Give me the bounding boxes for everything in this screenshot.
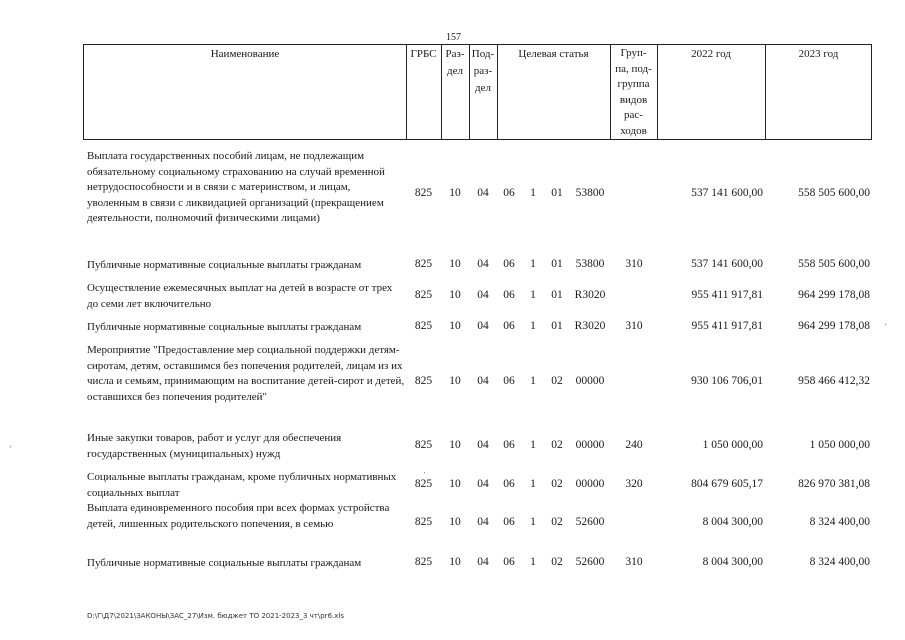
row-amount-2023: 958 466 412,32: [798, 375, 870, 387]
row-target-3: 01: [551, 320, 563, 332]
row-group: 310: [625, 258, 643, 270]
row-grbs: 825: [414, 375, 433, 387]
row-amount-2022: 930 106 706,01: [691, 375, 763, 387]
row-podrazdel: 04: [477, 187, 489, 199]
header-group: Груп- па, под- группа видов рас- ходов: [615, 47, 652, 137]
row-amount-2023: 8 324 400,00: [809, 556, 870, 568]
row-target-4: R3020: [574, 289, 606, 301]
row-name: Иные закупки товаров, работ и услуг для обеспечения государственных (муниципальных) нужд: [87, 432, 342, 460]
row-target-4: 53800: [575, 258, 605, 270]
row-target-3: 02: [551, 478, 563, 490]
row-target-4: 00000: [575, 478, 605, 490]
row-amount-2023: 964 299 178,08: [798, 320, 870, 332]
row-razdel: 10: [449, 375, 461, 387]
row-grbs: 825: [414, 556, 433, 568]
row-target-3: 02: [551, 556, 563, 568]
row-amount-2022: 537 141 600,00: [691, 187, 763, 199]
row-podrazdel: 04: [477, 320, 489, 332]
row-grbs: 825: [414, 289, 433, 301]
scan-speck: ': [10, 444, 12, 454]
row-name: Осуществление ежемесячных выплат на детей в возрасте от трех до семи лет включительно: [87, 282, 393, 310]
row-podrazdel: 04: [477, 439, 489, 451]
row-name: Социальные выплаты гражданам, кроме публичных нормативных социальных выплат: [87, 471, 397, 499]
row-target-4: 00000: [575, 375, 605, 387]
row-amount-2023: 558 505 600,00: [798, 258, 870, 270]
row-group: 240: [625, 439, 643, 451]
row-grbs: 825: [414, 439, 433, 451]
row-amount-2022: 8 004 300,00: [702, 516, 763, 528]
row-grbs: 825: [414, 516, 433, 528]
row-target-3: 02: [551, 439, 563, 451]
row-podrazdel: 04: [477, 375, 489, 387]
header-razdel: Раз- дел: [445, 48, 465, 77]
row-podrazdel: 04: [477, 258, 489, 270]
row-target-1: 06: [503, 516, 515, 528]
row-razdel: 10: [449, 439, 461, 451]
row-group: 310: [625, 556, 643, 568]
row-name: Выплата государственных пособий лицам, не подлежащим обязательному социальному страхованию на случай временной нетрудоспособности и в связи с материнством, и лицам, уволенным в связи с ликвидацией организаций (прекращением деятельности, полномочий физическими лицами): [87, 150, 385, 225]
row-target-2: 1: [530, 289, 536, 301]
row-target-3: 01: [551, 187, 563, 199]
row-target-4: R3020: [574, 320, 606, 332]
header-2022: 2022 год: [691, 48, 731, 60]
row-razdel: 10: [449, 258, 461, 270]
row-razdel: 10: [449, 556, 461, 568]
row-target-2: 1: [530, 320, 536, 332]
scan-speck: ': [885, 322, 887, 332]
row-target-4: 52600: [575, 556, 605, 568]
row-amount-2023: 1 050 000,00: [809, 439, 870, 451]
row-target-1: 06: [503, 375, 515, 387]
row-target-2: 1: [530, 258, 536, 270]
row-amount-2022: 1 050 000,00: [702, 439, 763, 451]
scan-speck: ·: [423, 468, 426, 478]
row-target-2: 1: [530, 375, 536, 387]
row-group: 310: [625, 320, 643, 332]
row-target-1: 06: [503, 289, 515, 301]
row-amount-2022: 955 411 917,81: [691, 289, 763, 301]
row-target-4: 53800: [575, 187, 605, 199]
header-target: Целевая статья: [518, 48, 589, 60]
row-target-2: 1: [530, 516, 536, 528]
row-target-2: 1: [530, 556, 536, 568]
row-name: Публичные нормативные социальные выплаты гражданам: [87, 259, 362, 271]
row-name: Мероприятие "Предоставление мер социальной поддержки детям-сиротам, детям, оставшимся без попечения родителей, лицам из их числа и семьям, принимающим на воспитание детей-сирот и детей, оставшихся без попечения родителей": [87, 344, 405, 403]
row-target-3: 01: [551, 289, 563, 301]
header-name: Наименование: [210, 48, 280, 60]
row-amount-2022: 804 679 605,17: [691, 478, 763, 490]
row-podrazdel: 04: [477, 478, 489, 490]
row-target-3: 02: [551, 375, 563, 387]
row-grbs: 825: [414, 478, 433, 490]
row-razdel: 10: [449, 320, 461, 332]
row-amount-2022: 8 004 300,00: [702, 556, 763, 568]
row-podrazdel: 04: [477, 556, 489, 568]
row-name: Публичные нормативные социальные выплаты гражданам: [87, 321, 362, 333]
header-podrazdel: Под- раз- дел: [471, 48, 495, 94]
row-target-2: 1: [530, 187, 536, 199]
row-group: 320: [625, 478, 643, 490]
row-target-3: 02: [551, 516, 563, 528]
row-name: Публичные нормативные социальные выплаты гражданам: [87, 557, 362, 569]
row-target-4: 52600: [575, 516, 605, 528]
row-target-1: 06: [503, 258, 515, 270]
header-grbs: ГРБС: [410, 48, 437, 60]
row-razdel: 10: [449, 516, 461, 528]
row-razdel: 10: [449, 478, 461, 490]
row-amount-2023: 964 299 178,08: [798, 289, 870, 301]
row-target-2: 1: [530, 478, 536, 490]
row-amount-2022: 955 411 917,81: [691, 320, 763, 332]
page-number: 157: [446, 32, 461, 43]
row-target-4: 00000: [575, 439, 605, 451]
row-amount-2023: 826 970 381,08: [798, 478, 870, 490]
row-grbs: 825: [414, 320, 433, 332]
file-path-footer: D:\Г\Д7\2021\ЗАКОНЫ\ЗАС_27\Изм. бюджет ТО 2021-2023_3 чт\pr6.xls: [87, 612, 344, 620]
row-razdel: 10: [449, 289, 461, 301]
row-target-1: 06: [503, 320, 515, 332]
row-target-1: 06: [503, 187, 515, 199]
row-grbs: 825: [414, 187, 433, 199]
row-name: Выплата единовременного пособия при всех формах устройства детей, лишенных родительского попечения, в семью: [87, 502, 390, 530]
row-podrazdel: 04: [477, 289, 489, 301]
row-target-2: 1: [530, 439, 536, 451]
row-amount-2022: 537 141 600,00: [691, 258, 763, 270]
row-amount-2023: 558 505 600,00: [798, 187, 870, 199]
row-target-1: 06: [503, 556, 515, 568]
row-target-3: 01: [551, 258, 563, 270]
row-razdel: 10: [449, 187, 461, 199]
row-amount-2023: 8 324 400,00: [809, 516, 870, 528]
row-podrazdel: 04: [477, 516, 489, 528]
row-grbs: 825: [414, 258, 433, 270]
row-target-1: 06: [503, 439, 515, 451]
header-2023: 2023 год: [798, 48, 839, 60]
row-target-1: 06: [503, 478, 515, 490]
